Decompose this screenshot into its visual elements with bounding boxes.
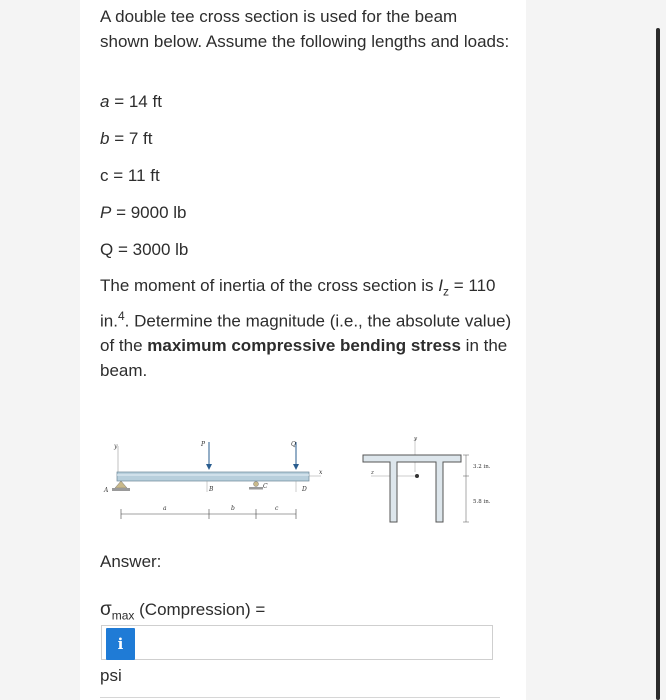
beam-body bbox=[117, 472, 309, 481]
variable-b: b = 7 ft bbox=[100, 129, 153, 148]
scrollbar-thumb[interactable] bbox=[656, 28, 660, 700]
beam-x-label: x bbox=[319, 469, 323, 476]
sigma-max-label: $\sigma_{max}$ (Compression) = bbox=[100, 599, 266, 623]
section-z-label: z bbox=[371, 470, 374, 476]
problem-intro: A double tee cross section is used for the beam shown below. Assume the following lengths and loads: bbox=[100, 7, 510, 51]
pin-support-icon bbox=[115, 481, 127, 488]
emphasis-text: maximum compressive bending stress bbox=[147, 336, 461, 356]
dim-b-label: b bbox=[231, 505, 235, 512]
unit-label: psi bbox=[100, 666, 122, 685]
point-c-label: C bbox=[263, 483, 268, 490]
variable-p: P = 9000 lb bbox=[100, 203, 187, 222]
answer-input[interactable] bbox=[101, 625, 493, 660]
roller-support-icon bbox=[254, 482, 259, 487]
section-y-label: y bbox=[414, 436, 418, 442]
point-b-label: B bbox=[209, 486, 214, 493]
load-p-label: P bbox=[201, 441, 206, 448]
beam-y-label: y bbox=[114, 443, 118, 450]
variable-q: Q = 3000 lb bbox=[100, 240, 189, 259]
load-q-label: Q bbox=[291, 441, 296, 448]
answer-label: Answer: bbox=[100, 552, 162, 571]
double-tee-section bbox=[363, 455, 461, 522]
variable-c: c = 11 ft bbox=[100, 166, 160, 185]
scrollbar-track[interactable] bbox=[650, 0, 666, 700]
dim-c-label: c bbox=[275, 505, 279, 512]
moment-statement: The moment of inertia of the cross section is $I_z = 110$ in.$^4$. Determine the magnitude (i.e., the absolute value) of the maximum compressive bending stress in the beam. bbox=[100, 276, 512, 380]
depth-dimension-label: 5.8 in. bbox=[473, 499, 491, 505]
centroid-marker bbox=[415, 474, 419, 478]
dim-a-label: a bbox=[163, 505, 167, 512]
beam-figure bbox=[105, 430, 525, 530]
flange-dimension-label: 3.2 in. bbox=[473, 464, 491, 470]
info-icon[interactable]: i bbox=[106, 628, 135, 660]
point-d-label: D bbox=[302, 486, 307, 493]
divider bbox=[100, 697, 500, 698]
point-a-label: A bbox=[104, 487, 109, 494]
variable-a: a = 14 ft bbox=[100, 92, 162, 111]
